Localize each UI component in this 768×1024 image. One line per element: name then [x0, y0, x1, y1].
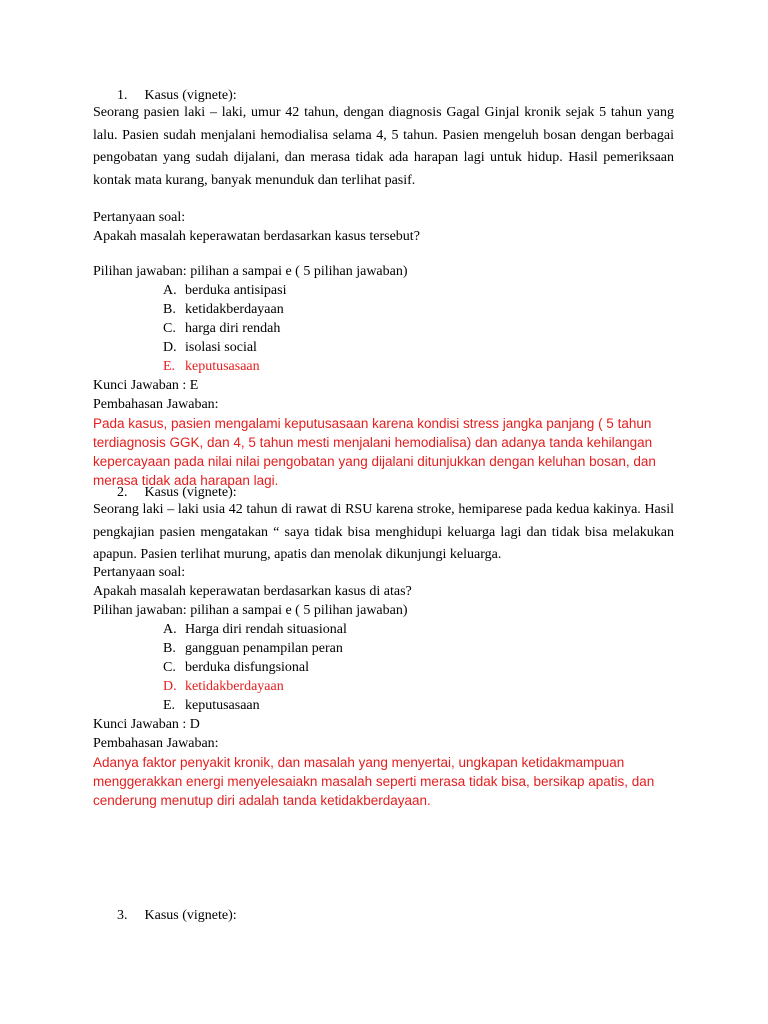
- case-2-option-d-correct: D. ketidakberdayaan: [163, 678, 284, 694]
- case-2-discussion: Adanya faktor penyakit kronik, dan masalah yang menyertai, ungkapan ketidakmampuan menggerakkan energi menyelesaiakn masalah seperti merasa tidak bisa, bersikap apatis, dan cenderung menutup diri adalah tanda ketidakberdayaan.: [93, 754, 655, 808]
- case-1-question: Apakah masalah keperawatan berdasarkan kasus tersebut?: [93, 229, 420, 244]
- case-2-options: [93, 620, 674, 715]
- case-1-number: 1.: [117, 88, 128, 103]
- case-2: [93, 483, 674, 810]
- case-1-options: [93, 281, 674, 376]
- case-1-discussion-label: Pembahasan Jawaban:: [93, 397, 219, 412]
- case-1-answer-key: Kunci Jawaban : E: [93, 378, 199, 393]
- case-2-option-a: A. Harga diri rendah situasional: [163, 621, 347, 637]
- case-2-question: Apakah masalah keperawatan berdasarkan kasus di atas?: [93, 583, 412, 599]
- case-1-option-b: B. ketidakberdayaan: [163, 302, 284, 317]
- case-1-title: Kasus (vignete):: [144, 88, 237, 103]
- case-1-option-c: C. harga diri rendah: [163, 321, 281, 336]
- case-2-option-c: C. berduka disfungsional: [163, 659, 310, 675]
- case-2-choices-label: Pilihan jawaban: pilihan a sampai e ( 5 pilihan jawaban): [93, 602, 408, 618]
- case-1-option-e-correct: E. keputusasaan: [163, 359, 260, 374]
- case-2-answer-key: Kunci Jawaban : D: [93, 716, 200, 732]
- case-1-choices-label: Pilihan jawaban: pilihan a sampai e ( 5 pilihan jawaban): [93, 264, 408, 279]
- case-2-discussion-label: Pembahasan Jawaban:: [93, 735, 219, 751]
- case-1-option-d: D. isolasi social: [163, 340, 257, 355]
- case-3-title: Kasus (vignete):: [144, 908, 237, 923]
- case-2-option-e: E. keputusasaan: [163, 697, 260, 713]
- case-3-heading: [93, 906, 674, 925]
- case-1-discussion: Pada kasus, pasien mengalami keputusasaan karena kondisi stress jangka panjang ( 5 tahun terdiagnosis GGK, dan 4, 5 tahun mesti menjalani hemodialisa) dan adanya tanda kehilangan kepercayaan pada nilai nilai pengobatan yang dijalani ditunjukkan dengan keluhan bosan, dan merasa tidak ada harapan lagi.: [93, 416, 656, 488]
- case-1-option-a: A. berduka antisipasi: [163, 283, 287, 298]
- case-2-question-label: Pertanyaan soal:: [93, 564, 186, 580]
- case-1-vignette: Seorang pasien laki – laki, umur 42 tahun, dengan diagnosis Gagal Ginjal kronik sejak 5 tahun yang lalu. Pasien sudah menjalani hemodialisa selama 4, 5 tahun. Pasien mengeluh bosan dengan berbagai pengobatan yang sudah dijalani, dan merasa tidak ada harapan lagi untuk hidup. Hasil pemeriksaan kontak mata kurang, banyak menunduk dan terlihat pasif.: [93, 105, 674, 188]
- case-2-number: 2.: [117, 485, 128, 500]
- case-2-title: Kasus (vignete):: [144, 485, 237, 500]
- case-1: [93, 86, 674, 490]
- case-2-option-b: B. gangguan penampilan peran: [163, 640, 343, 656]
- case-2-vignette: Seorang laki – laki usia 42 tahun di rawat di RSU karena stroke, hemiparese pada kedua kakinya. Hasil pengkajian pasien mengatakan “ saya tidak bisa menghidupi keluarga lagi dan tidak bisa melakukan apapun. Pasien terlihat murung, apatis dan menolak dikunjungi keluarga.: [93, 502, 674, 562]
- case-3-number: 3.: [117, 908, 128, 923]
- case-3: [93, 906, 674, 925]
- case-1-question-label: Pertanyaan soal:: [93, 210, 186, 225]
